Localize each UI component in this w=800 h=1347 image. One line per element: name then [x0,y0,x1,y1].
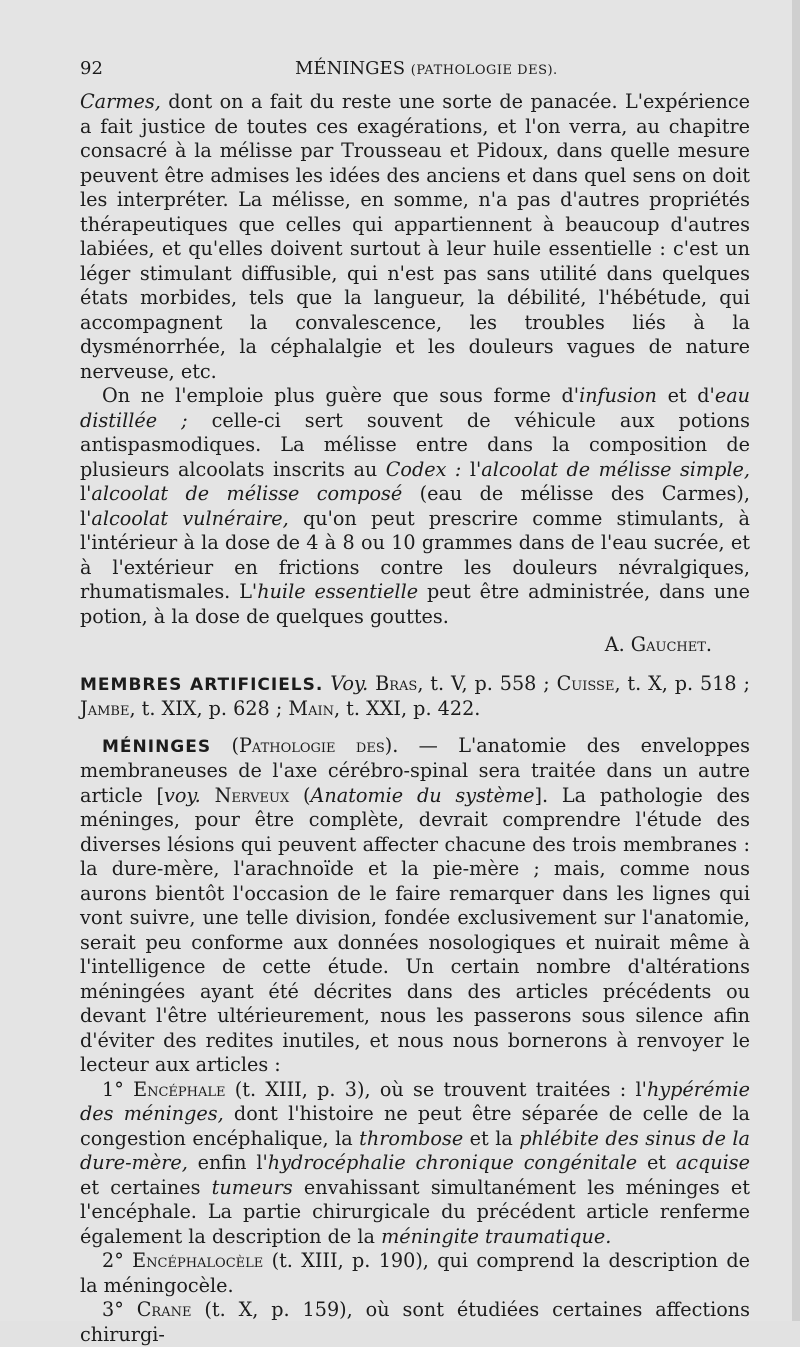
running-title [295,58,558,79]
author-signature: A. Gauchet. [604,633,712,656]
text-run: 1° [102,1077,134,1101]
text-run: l' [80,482,92,505]
text-run: ( [289,783,311,807]
italic-term: méningite traumatique. [381,1224,612,1248]
running-title-main: MÉNINGES [295,58,406,79]
text-run: et [637,1151,676,1174]
text-run: enfin l' [187,1151,268,1174]
running-header [80,58,750,86]
italic-term: Carmes, [80,90,161,113]
list-item-crane [80,1298,750,1347]
cross-reference: Encéphale [133,1077,226,1101]
text-run: celle-ci sert souvent de véhicule aux potions antispasmodiques. La mélisse entre dans la composition de plusieurs alcoolats inscrits au [80,408,750,481]
text-run: ]. La pathologie des méninges, pour être complète, devrait comprendre l'étude des diverses lésions qui peuvent affecter chacune des trois membranes : la dure-mère, l'arachnoïde et la pie-mère ; mais, comme nous aurons bientôt l'occasion de le faire remarquer dans les lignes qui vont suivre, une telle division, fondée exclusivement sur l'anatomie, serait peu conforme aux données nosologiques et nuirait même à l'intelligence de cette étude. Un certain nombre d'altérations méningées ayant été décrites dans des articles précédents ou devant l'être ultérieurement, nous les passerons sous silence afin d'éviter des redites inutiles, et nous nous bornerons à renvoyer le lecteur aux articles : [80,783,750,1076]
italic-term: infusion [579,384,657,407]
text-run: dont l'histoire ne peut être séparée de celle de la congestion encéphalique, la [80,1102,750,1150]
italic-term: Anatomie du système [310,783,535,807]
italic-term: thrombose [359,1126,464,1150]
paragraph-melisse-properties [80,90,750,384]
text-run: et la [463,1126,520,1150]
cross-reference: Bras [368,671,418,695]
italic-term: Codex : [385,457,462,481]
entry-meninges [80,734,750,1078]
text-run: , t. V, p. 558 ; [417,671,557,695]
cross-reference: Jambe [80,697,130,720]
cross-reference: Cuisse [556,671,615,695]
text-run: (t. X, p. 159), où sont étudiées certaines affections chirurgi- [80,1298,750,1346]
text-run [201,784,215,807]
italic-term: alcoolat de mélisse simple, [481,457,750,481]
text-run: , t. X, p. 518 ; [614,671,750,695]
page-edge [792,0,800,1321]
text-run: On ne l'emploie plus guère que sous forme d' [102,384,580,407]
text-run: peut être administrée, dans une potion, à la dose de quelques gouttes. [80,580,750,628]
page-number: 92 [80,58,103,79]
text-run: 3° [102,1298,137,1321]
text-run: (eau de mélisse des Carmes), l' [80,482,750,530]
cross-reference: Crane [136,1298,192,1321]
cross-reference: Nerveux [214,783,290,807]
text-run: envahissant simultanément les méninges et l'encéphale. La partie chirurgicale du précédent article renferme également la description de la [80,1175,750,1248]
text-run: ( [211,733,239,757]
list-item-encephalocele [80,1249,750,1298]
italic-term: alcoolat vulnéraire, [91,506,289,530]
text-run: qu'on peut prescrire comme stimulants, à l'intérieur à la dose de 4 à 8 ou 10 grammes dans de l'eau sucrée, et à l'extérieur en frictions contre les douleurs névralgiques, rhumatismales. L' [80,506,750,603]
italic-term: voy. [163,783,201,807]
text-run: , t. XXI, p. 422. [333,697,481,720]
italic-term: alcoolat de mélisse composé [91,482,403,505]
text-run: ). — L'anatomie des enveloppes membraneuses de l'axe cérébro-spinal sera traitée dans un autre article [ [80,733,750,807]
text-run: et d' [656,384,715,407]
italic-term: phlébite des sinus de la dure-mère, [80,1126,750,1174]
italic-term: huile essentielle [257,580,419,603]
article-body [80,90,750,1347]
text-run: et certaines [80,1175,212,1199]
text-run: (t. XIII, p. 190), qui comprend la description de la méningocèle. [80,1249,750,1297]
text-run: l' [461,457,482,481]
cross-reference: Encéphalocèle [132,1249,264,1272]
entry-membres-artificiels [80,672,750,722]
italic-term: eau distillée ; [80,384,750,432]
italic-term: acquise [675,1151,750,1174]
list-item-encephale [80,1078,750,1250]
paragraph-melisse-usage [80,384,750,629]
italic-term: hypérémie des méninges, [80,1077,750,1125]
italic-term: Voy. [323,671,369,695]
entry-headword: MEMBRES ARTIFICIELS. [80,674,324,695]
text-run: , t. XIX, p. 628 ; [129,697,289,720]
text-run: Pathologie des [238,733,385,757]
italic-term: hydrocéphalie chronique congénitale [267,1151,638,1174]
text-run: dont on a fait du reste une sorte de panacée. L'expérience a fait justice de toutes ces exagérations, et l'on verra, au chapitre consacré à la mélisse par Trousseau et Pidoux, dans quelle mesure peuvent être admises les idées des anciens et dans quel sens on doit les interpréter. La mélisse, en somme, n'a pas d'autres propriétés thérapeutiques que celles qui appartiennent à beaucoup d'autres labiées, et qu'elles doivent surtout à leur huile essentielle : c'est un léger stimulant diffusible, qui n'est pas sans utilité dans quelques états morbides, tels que la langueur, la débilité, l'hébétude, qui accompagnent la convalescence, les troubles liés à la dysménorrhée, la céphalalgie et les douleurs vagues de nature nerveuse, etc. [80,90,750,383]
cross-reference: Main [288,697,334,720]
italic-term: tumeurs [211,1175,293,1199]
entry-headword: MÉNINGES [102,736,212,757]
text-run: 2° [102,1249,133,1272]
text-run: (t. XIII, p. 3), où se trouvent traitées : l' [225,1077,647,1101]
running-title-sub: (PATHOLOGIE DES). [410,63,558,78]
